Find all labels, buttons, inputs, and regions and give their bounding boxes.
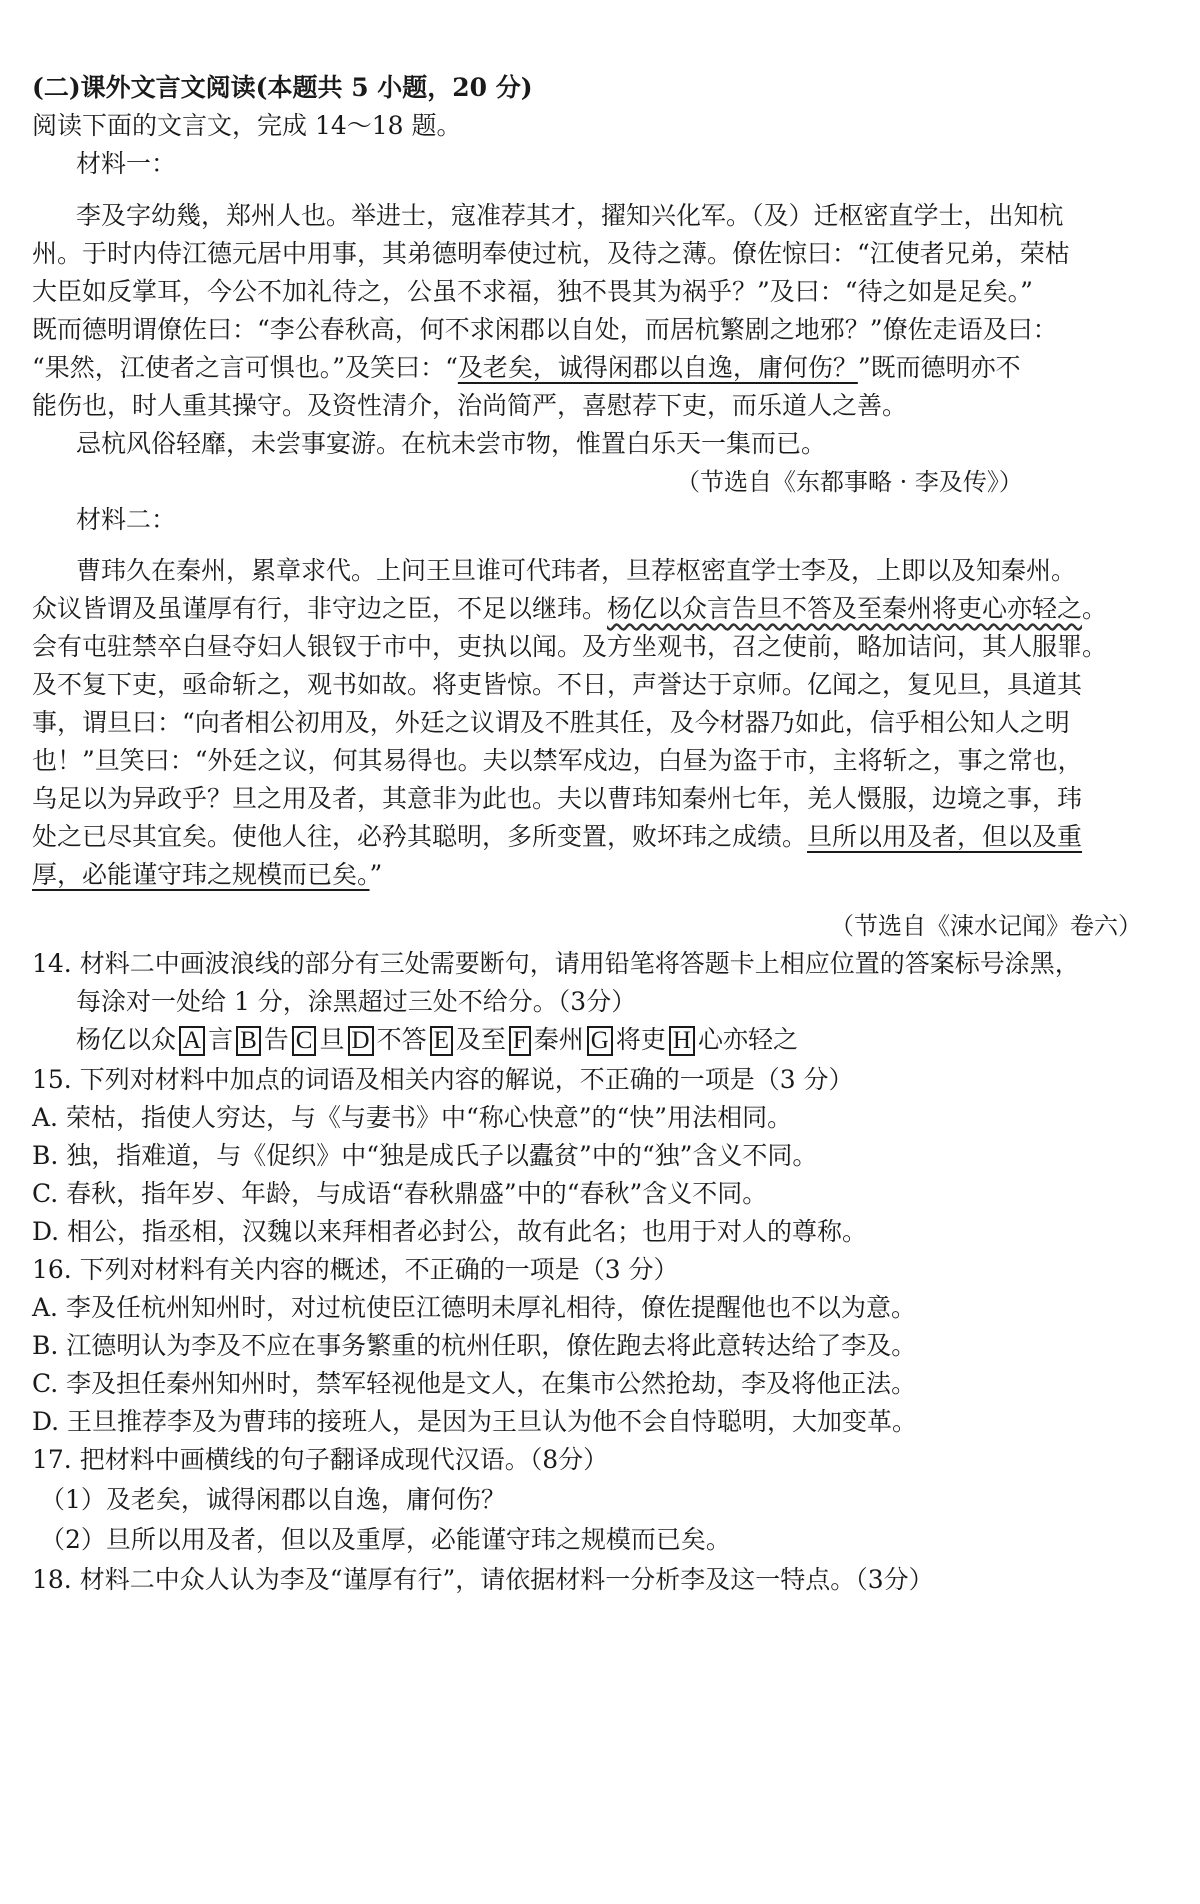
q17-item-2: （2）旦所以用及者，但以及重厚，必能谨守玮之规模而已矣。 — [40, 1525, 731, 1554]
material2-line — [32, 593, 1107, 625]
break-box-b[interactable]: B — [236, 1026, 261, 1056]
break-box-c[interactable]: C — [292, 1026, 317, 1056]
material2-label: 材料二： — [76, 505, 177, 534]
material2-line — [32, 821, 1082, 853]
q14-break-options — [76, 1024, 798, 1056]
q16-stem: 16. 下列对材料有关内容的概述，不正确的一项是（3 分） — [32, 1255, 679, 1284]
material2-text: 处之已尽其宜矣。使他人往，必矜其聪明，多所变置，败坏玮之成绩。 — [32, 822, 808, 851]
material1-line: 大臣如反掌耳，今公不加礼待之，公虽不求福，独不畏其为祸乎？”及曰：“待之如是足矣。” — [32, 277, 1033, 306]
material2-line: 曹玮久在秦州，累章求代。上问王旦谁可代玮者，旦荐枢密直学士李及，上即以及知秦州。 — [76, 556, 1077, 585]
q15-option-c: C. 春秋，指年岁、年龄，与成语“春秋鼎盛”中的“春秋”含义不同。 — [32, 1179, 768, 1208]
material1-line: 既而德明谓僚佐曰：“李公春秋高，何不求闲郡以自处，而居杭繁剧之地邪？”僚佐走语及曰： — [32, 315, 1058, 344]
q16-option-c: C. 李及担任秦州知州时，禁军轻视他是文人，在集市公然抢劫，李及将他正法。 — [32, 1369, 917, 1398]
material1-line: 州。于时内侍江德元居中用事，其弟德明奉使过杭，及待之薄。僚佐惊曰：“江使者兄弟，荣枯 — [32, 239, 1070, 268]
q14-segment: 言 — [208, 1025, 234, 1054]
q14-segment: 旦 — [319, 1025, 345, 1054]
q18-stem: 18. 材料二中众人认为李及“谨厚有行”，请依据材料一分析李及这一特点。（3分） — [32, 1565, 934, 1594]
material1-line: 能伤也，时人重其操守。及资性清介，治尚简严，喜慰荐下吏，而乐道人之善。 — [32, 391, 908, 420]
material1-text: “果然，江使者之言可惧也。”及笑曰：“ — [32, 353, 458, 382]
material2-text: 。 — [1082, 594, 1108, 623]
underlined-sentence-2: 旦所以用及者，但以及重 — [807, 822, 1083, 851]
q14-stem: 14. 材料二中画波浪线的部分有三处需要断句，请用铅笔将答题卡上相应位置的答案标号涂黑， — [32, 949, 1080, 978]
material2-text: 众议皆谓及虽谨厚有行，非守边之臣，不足以继玮。 — [32, 594, 608, 623]
material1-source: （节选自《东都事略 · 李及传》） — [676, 468, 1023, 496]
material1-line — [32, 352, 1021, 384]
q16-option-a: A. 李及任杭州知州时，对过杭使臣江德明未厚礼相待，僚佐提醒他也不以为意。 — [32, 1293, 916, 1322]
material2-text: ” — [369, 860, 383, 889]
q14-segment: 心亦轻之 — [697, 1025, 798, 1054]
break-box-a[interactable]: A — [179, 1026, 205, 1056]
q14-stem: 每涂对一处给 1 分，涂黑超过三处不给分。（3分） — [76, 987, 637, 1016]
underlined-sentence-2-cont: 厚，必能谨守玮之规模而已矣。 — [32, 860, 370, 889]
break-box-h[interactable]: H — [669, 1026, 695, 1056]
reading-instruction: 阅读下面的文言文，完成 14～18 题。 — [32, 111, 462, 140]
material1-line: 李及字幼幾，郑州人也。举进士，寇准荐其才，擢知兴化军。（及）迁枢密直学士，出知杭 — [76, 201, 1064, 230]
material2-line: 也！”旦笑曰：“外廷之议，何其易得也。夫以禁军戍边，白昼为盗于市，主将斩之，事之常也， — [32, 746, 1083, 775]
q17-stem: 17. 把材料中画横线的句子翻译成现代汉语。（8分） — [32, 1445, 609, 1474]
q14-segment: 不答 — [376, 1025, 427, 1054]
break-box-e[interactable]: E — [430, 1026, 453, 1056]
q14-segment: 及至 — [455, 1025, 506, 1054]
q15-stem: 15. 下列对材料中加点的词语及相关内容的解说，不正确的一项是（3 分） — [32, 1065, 854, 1094]
q15-option-b: B. 独，指难道，与《促织》中“独是成氏子以蠹贫”中的“独”含义不同。 — [32, 1141, 818, 1170]
break-box-g[interactable]: G — [587, 1026, 613, 1056]
material1-text: ”既而德明亦不 — [857, 353, 1021, 382]
q17-item-1: （1）及老矣，诚得闲郡以自逸，庸何伤？ — [40, 1485, 506, 1514]
q14-segment: 告 — [263, 1025, 289, 1054]
q14-segment: 杨亿以众 — [76, 1025, 177, 1054]
q16-option-b: B. 江德明认为李及不应在事务繁重的杭州任职，僚佐跑去将此意转达给了李及。 — [32, 1331, 917, 1360]
section-title: (二)课外文言文阅读(本题共 5 小题，20 分) — [32, 73, 533, 102]
wavy-underlined-passage: 杨亿以众言告旦不答及至秦州将吏心亦轻之 — [607, 594, 1083, 623]
break-box-d[interactable]: D — [348, 1026, 374, 1056]
q16-option-d: D. 王旦推荐李及为曹玮的接班人，是因为王旦认为他不会自恃聪明，大加变革。 — [32, 1407, 918, 1436]
q14-segment: 将吏 — [615, 1025, 666, 1054]
material2-line: 事，谓旦曰：“向者相公初用及，外廷之议谓及不胜其任，及今材器乃如此，信乎相公知人之明 — [32, 708, 1070, 737]
q15-option-a: A. 荣枯，指使人穷达，与《与妻书》中“称心快意”的“快”用法相同。 — [32, 1103, 793, 1132]
material1-label: 材料一： — [76, 149, 177, 178]
break-box-f[interactable]: F — [509, 1026, 531, 1056]
material2-line: 会有屯驻禁卒白昼夺妇人银钗于市中，吏执以闻。及方坐观书，召之使前，略加诘问，其人服罪。 — [32, 632, 1108, 661]
material2-line — [32, 859, 382, 891]
q14-segment: 秦州 — [533, 1025, 584, 1054]
q15-option-d: D. 相公，指丞相，汉魏以来拜相者必封公，故有此名；也用于对人的尊称。 — [32, 1217, 868, 1246]
material2-line: 乌足以为异政乎？旦之用及者，其意非为此也。夫以曹玮知秦州七年，羌人慑服，边境之事，玮 — [32, 784, 1083, 813]
underlined-sentence-1: 及老矣，诚得闲郡以自逸，庸何伤？ — [457, 353, 858, 382]
material2-line: 及不复下吏，亟命斩之，观书如故。将吏皆惊。不日，声誉达于京师。亿闻之，复见旦，具道其 — [32, 670, 1083, 699]
material1-line: 忌杭风俗轻靡，未尝事宴游。在杭未尝市物，惟置白乐天一集而已。 — [76, 429, 827, 458]
material2-source: （节选自《涑水记闻》卷六） — [830, 912, 1142, 940]
